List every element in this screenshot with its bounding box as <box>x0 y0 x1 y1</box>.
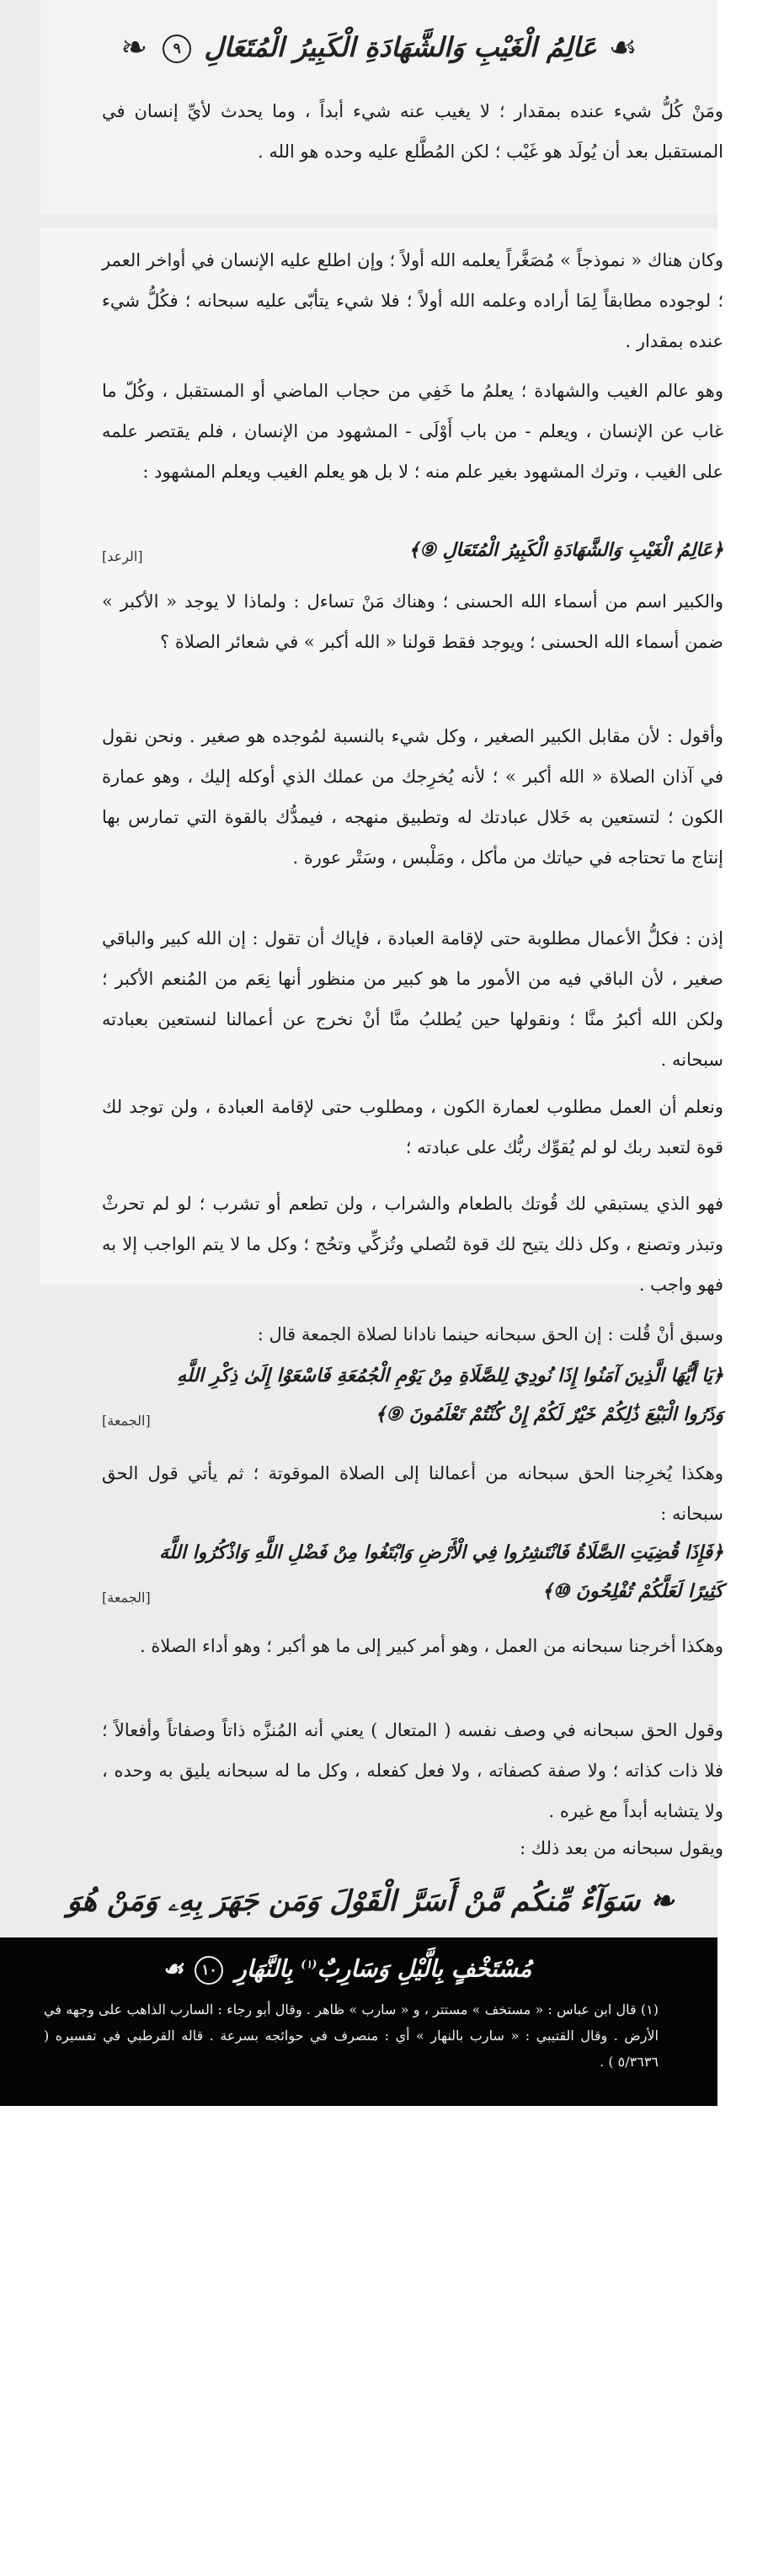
quran-quote-text: ﴿يَا أَيُّهَا الَّذِينَ آمَنُوا إِذَا نُودِيَ لِلصَّلَاةِ مِنْ يَوْمِ الْجُمُعَةِ فَاسْعَوْا إِلَىٰ ذِكْرِ اللَّهِ وَذَرُوا الْبَيْعَ ذَٰلِكُمْ خَيْرٌ لَكُمْ إِنْ كُنْتُمْ تَعْلَمُونَ ⑨﴾ <box>177 1365 723 1425</box>
closing-verse <box>59 1868 682 1937</box>
ornament-right-icon: ☙ <box>608 29 637 66</box>
quran-quote-2 <box>102 1356 723 1434</box>
sura-reference: [الجمعة] <box>102 1413 151 1429</box>
footnote-box <box>0 1937 717 2106</box>
quran-quote-text: ﴿عَالِمُ الْغَيْبِ وَالشَّهَادَةِ الْكَبِيرُ الْمُتَعَالِ ⑨﴾ <box>408 539 723 561</box>
paragraph-8: فهو الذي يستبقي لك قُوتك بالطعام والشراب ، ولن تطعم أو تشرب ؛ لو لم تحرثْ وتبذر وتصنع ، وكل ذلك يتيح لك قوة لتُصلي وتُزكِّي وتحُج ؛ وكل ما لا يتم الواجب إلا به فهو واجب . <box>102 1194 723 1295</box>
paragraph-12: وقول الحق سبحانه في وصف نفسه ( المتعال ) يعني أنه المُنزَّه ذاتاً وصفاتاً وأفعالاً ؛ فلا ذات كذاته ؛ ولا صفة كصفاته ، ولا فعل كفعله ، وكل ما له سبحانه يليق به وحده ، ولا يتشابه أبداً مع غيره . <box>102 1720 723 1821</box>
ornament-icon: ☙ <box>162 1954 184 1983</box>
paragraph-11: وهكذا أخرجنا سبحانه من العمل ، وهو أمر كبير إلى ما هو أكبر ؛ وهو أداء الصلاة . <box>139 1636 723 1656</box>
paragraph-5: وأقول : لأن مقابل الكبير الصغير ، وكل شيء بالنسبة لمُوجده هو صغير . ونحن نقول في آذان الصلاة « الله أكبر » ؛ لأنه يُخرِجك من عملك الذي أوكله إليك ، وهو عمارة الكون ؛ لتستعين به خَلال عبادتك له وتطبيق منهجه ، فيمدُّك بالقوة التي تمارس بها إنتاج ما تحتاجه في حياتك من مأكل ، ومَلْبس ، وسَتْر عورة . <box>102 726 723 868</box>
ornament-left-icon: ❧ <box>120 29 148 66</box>
paragraph-10: وهكذا يُخرِجنا الحق سبحانه من أعمالنا إلى الصلاة الموقوتة ؛ ثم يأتي قول الحق سبحانه : <box>102 1463 723 1524</box>
paragraph-9: وسبق أنْ قُلت : إن الحق سبحانه حينما نادانا لصلاة الجمعة قال : <box>257 1324 723 1344</box>
paragraph-13: ويقول سبحانه من بعد ذلك : <box>520 1838 723 1858</box>
paragraph-2: وكان هناك « نموذجاً » مُصَغَّراً يعلمه الله أولاً ؛ وإن اطلع عليه الإنسان في أواخر العمر ؛ لوجوده مطابقاً لِمَا أراده وعلمه الله أولاً ؛ فلا شيء يتأبّى عليه سبحانه ؛ فكُلُّ شيء عنده بمقدار . <box>102 250 723 351</box>
footnote-text: (١) قال ابن عباس : « مستخف » مستتر ، و « سارب » ظاهر . وقال أبو رجاء : السارب الذاهب على وجهه في الأرض . وقال القتيبي : « سارب بالنهار » أي : منصرف في حوائجه بسرعة . قاله القرطبي في تفسيره ( ٥/٣٦٣٦ ) . <box>44 2001 659 2070</box>
closing-verse-line-1: ❧ سَوَآءٌ مِّنكُم مَّنْ أَسَرَّ الْقَوْلَ وَمَن جَهَرَ بِهِۦ وَمَنْ هُوَ <box>67 1884 675 1918</box>
paragraph-6: إذن : فكلُّ الأعمال مطلوبة حتى لإقامة العبادة ، فإياك أن تقول : إن الله كبير والباقي صغير ، لأن الباقي فيه من الأمور ما هو كبير من منظور أنها نِعَم من المُنعم الأكبر ؛ ولكن الله أكبرُ منَّا ؛ ونقولها حين يُطلبُ منَّا أنْ نخرج عن أعمالنا لنستعين بعبادته سبحانه . <box>102 928 723 1070</box>
paragraph-4: والكبير اسم من أسماء الله الحسنى ؛ وهناك مَنْ تساءل : ولماذا لا يوجد « الأكبر » ضمن أسماء الله الحسنى ؛ ويوجد فقط قولنا « الله أكبر » في شعائر الصلاة ؟ <box>102 591 723 652</box>
paragraph-1: ومَنْ كُلُّ شيء عنده بمقدار ؛ لا يغيب عنه شيء أبداً ، وما يحدث لأيِّ إنسان في المستقبل بعد أن يُولَد هو غَيْب ؛ لكن المُطَّلع عليه وحده هو الله . <box>102 101 723 162</box>
header-verse-banner <box>118 22 640 72</box>
paragraph-3: وهو عالم الغيب والشهادة ؛ يعلمُ ما خَفِي من حجاب الماضي أو المستقبل ، وكُلّ ما غاب عن الإنسان ، ويعلم - من باب أَوْلَى - المشهود من الإنسان ، فلم يقتصر علمه على الغيب ، وترك المشهود بغير علم منه ؛ لا بل هو يعلم الغيب ويعلم المشهود : <box>102 381 723 482</box>
verse-number: ٩ <box>163 35 191 63</box>
verse-number: ١٠ <box>195 1956 223 1985</box>
sura-reference: [الجمعة] <box>102 1590 151 1606</box>
header-verse-text: عَالِمُ الْغَيْبِ وَالشَّهَادَةِ الْكَبِيرُ الْمُتَعَالِ ٩ <box>159 31 596 64</box>
footnote-marker: (١) <box>301 1959 317 1971</box>
quran-quote-1 <box>102 531 723 569</box>
ornament-icon: ❧ <box>649 1884 675 1918</box>
closing-verse-line-2: مُسْتَخْفٍ بِالَّيْلِ وَسَارِبٌ$^{(١)}$ بِالنَّهَارِ ١٠ ☙ <box>35 1944 659 1990</box>
quran-quote-3 <box>102 1533 723 1611</box>
paragraph-7: ونعلم أن العمل مطلوب لعمارة الكون ، ومطلوب حتى لإقامة العبادة ، ولن توجد لك قوة لتعبد ربك لو لم يُقوِّك ربُّك على عبادته ؛ <box>102 1097 723 1157</box>
quran-quote-text: ﴿فَإِذَا قُضِيَتِ الصَّلَاةُ فَانْتَشِرُوا فِي الْأَرْضِ وَابْتَغُوا مِنْ فَضْلِ اللَّهِ وَاذْكُرُوا اللَّهَ كَثِيرًا لَعَلَّكُمْ تُفْلِحُونَ ⑩﴾ <box>159 1542 723 1602</box>
sura-reference: [الرعد] <box>102 548 143 564</box>
